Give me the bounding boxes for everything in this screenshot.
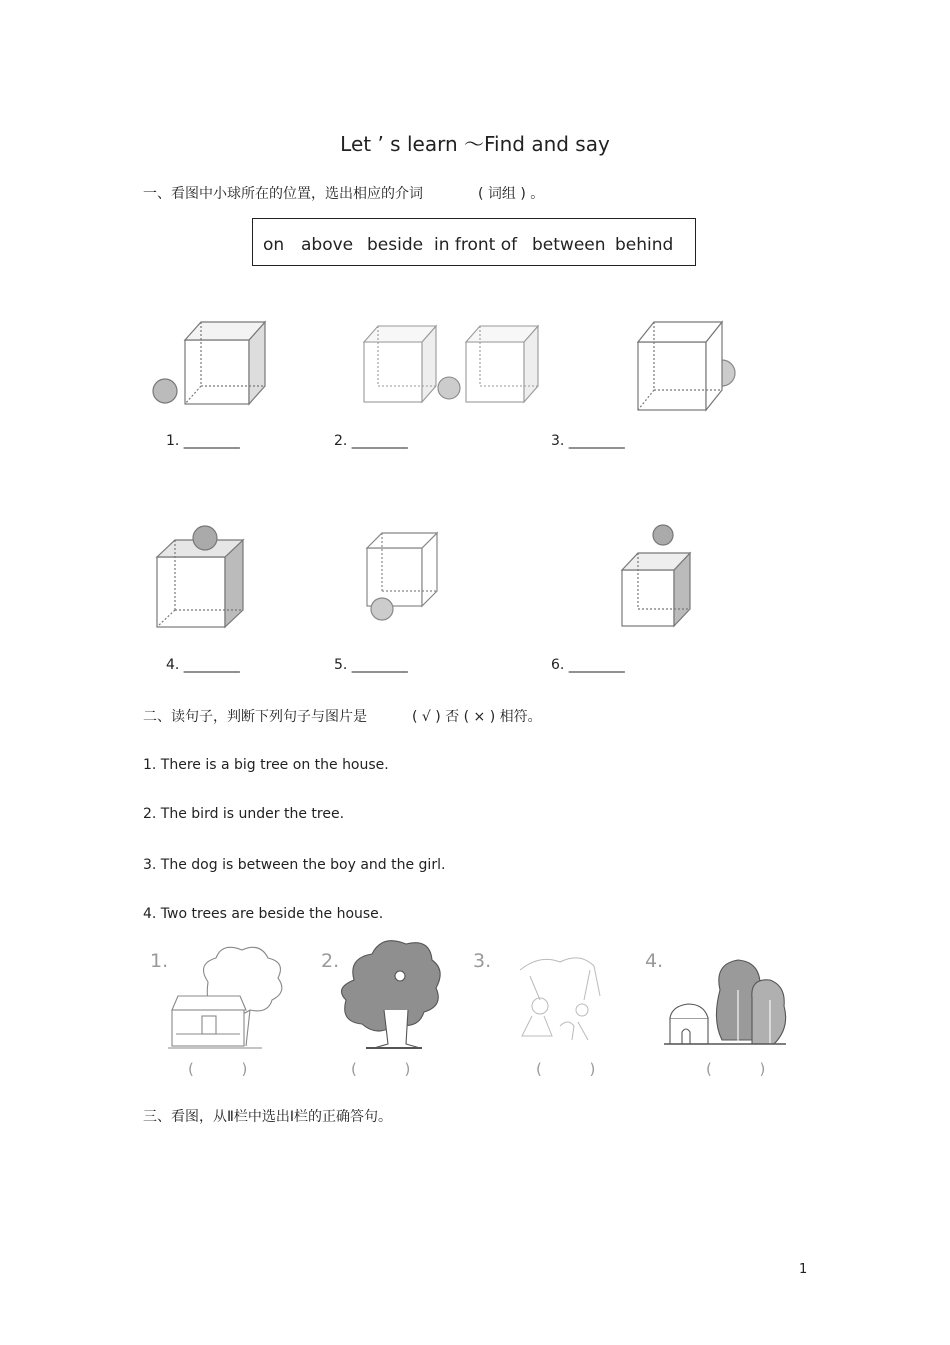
picture-1-house-tree xyxy=(168,947,282,1048)
word-behind: behind xyxy=(615,235,674,255)
section2-pictures xyxy=(0,930,950,1090)
blank-1[interactable]: 1. ________ xyxy=(166,433,240,449)
section2-heading: 二、读句子，判断下列句子与图片是 xyxy=(143,709,367,725)
picture-number-1: 1. xyxy=(150,950,169,972)
word-beside: beside xyxy=(367,235,424,255)
figure-5 xyxy=(367,533,437,620)
section3-heading: 三、看图，从Ⅱ栏中选出Ⅰ栏的正确答句。 xyxy=(143,1109,393,1125)
figure-3 xyxy=(638,322,735,410)
figure-2 xyxy=(364,326,538,402)
word-between: between xyxy=(532,235,606,255)
figure-6 xyxy=(622,525,690,626)
blank-2[interactable]: 2. ________ xyxy=(334,433,408,449)
picture-number-4: 4. xyxy=(645,950,664,972)
picture-3-children-dog xyxy=(520,958,600,1040)
section1-heading: 一、看图中小球所在的位置，选出相应的介词 xyxy=(143,186,423,202)
picture-2-tree-bird xyxy=(342,941,441,1048)
answer-bracket-4[interactable]: ( ) xyxy=(706,1060,766,1078)
blank-5[interactable]: 5. ________ xyxy=(334,657,408,673)
word-on: on xyxy=(263,235,285,255)
blank-6[interactable]: 6. ________ xyxy=(551,657,625,673)
sentence-3: 3. The dog is between the boy and the girl. xyxy=(143,857,446,873)
section2-heading-note: ( √ ) 否 ( × ) 相符。 xyxy=(412,709,542,725)
word-above: above xyxy=(301,235,354,255)
figure-1 xyxy=(153,322,265,404)
blank-4[interactable]: 4. ________ xyxy=(166,657,240,673)
sentence-1: 1. There is a big tree on the house. xyxy=(143,757,389,773)
sentence-4: 4. Two trees are beside the house. xyxy=(143,906,384,922)
blank-3[interactable]: 3. ________ xyxy=(551,433,625,449)
answer-bracket-2[interactable]: ( ) xyxy=(351,1060,411,1078)
page-title: Let ’ s learn ～Find and say xyxy=(340,132,610,156)
answer-bracket-3[interactable]: ( ) xyxy=(536,1060,596,1078)
figure-4 xyxy=(157,526,243,627)
picture-4-house-trees xyxy=(664,960,786,1044)
page-number: 1 xyxy=(799,1262,808,1277)
section1-heading-note: ( 词组 ) 。 xyxy=(478,186,545,202)
picture-number-3: 3. xyxy=(473,950,492,972)
answer-bracket-1[interactable]: ( ) xyxy=(188,1060,248,1078)
picture-number-2: 2. xyxy=(321,950,340,972)
word-in-front-of: in front of xyxy=(434,235,518,255)
sentence-2: 2. The bird is under the tree. xyxy=(143,806,345,822)
